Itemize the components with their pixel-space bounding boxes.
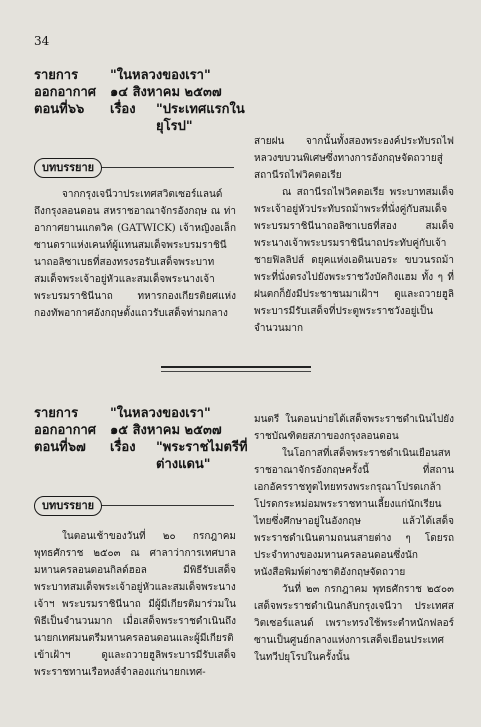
- episode-label: ตอนที่๖๖: [34, 102, 85, 117]
- article-1-right-column: [254, 133, 454, 337]
- title-label: เรื่อง: [110, 102, 136, 117]
- paragraph: ณ สถานีรถไฟวิคตอเรีย พระบาทสมเด็จพระเจ้าอยู่หัวประทับรถม้าพระที่นั่งคู่กับสมเด็จพระบรมราชินีนาถอลิซาเบธที่สอง สมเด็จพระนางเจ้าพระบรมราชินีนาถประทับคู่กับเจ้าชายฟิลลิปส์ ดยุคแห่งเอดินเบอระ ขบวนรถม้าพระที่นั่งตรงไปยังพระราชวังบัคกิงแฮม ทั้ง ๆ ที่ฝนตกก็ยังมีประชาชนมาเฝ้าฯ ดูและถวายฮูลิพระบารมีรับเสด็จที่ประตูพระราชวังอยู่เป็นจำนวนมาก: [254, 187, 454, 334]
- paragraph: มนตรี ในตอนบ่ายได้เสด็จพระราชดำเนินไปยังราชบัณฑิตยสภาของกรุงลอนดอน: [254, 414, 454, 442]
- paragraph: วันที่ ๒๓ กรกฎาคม พุทธศักราช ๒๕๐๓ เสด็จพระราชดำเนินกลับกรุงเจนีวา ประเทศสวิตเซอร์แลนด์ เพราะทรงใช้พระตำหนักฟลอร์ซานเป็นศูนย์กลางแห่งการเสด็จเยือนประเทศในทวีปยุโรปในครั้งนั้น: [254, 584, 454, 663]
- article-1-left-column: [34, 186, 236, 322]
- program-name: "ในหลวงของเรา": [110, 68, 211, 83]
- article-title-cont: ยุโรป": [156, 119, 193, 134]
- article-2-right-column: [254, 411, 454, 666]
- article-divider-thin: [161, 371, 311, 372]
- article-title: "พระราชไมตรีที่: [156, 440, 248, 455]
- section-label: บทบรรยาย: [34, 158, 102, 178]
- program-label: รายการ: [34, 406, 79, 421]
- airdate: ๑๕ สิงหาคม ๒๕๓๗: [110, 423, 222, 438]
- episode-label: ตอนที่๖๗: [34, 440, 86, 455]
- paragraph: จากกรุงเจนีวาประเทศสวิตเซอร์แลนด์ ถึงกรุงลอนดอน สหราชอาณาจักรอังกฤษ ณ ท่าอากาศยานแกตวิค (GATWICK) เจ้าหญิงอเล็กซานดราแห่งเคนท์ผู้แทนสมเด็จพระบรมราชินีนาถอลิซาเบธที่สองทรงรอรับเสด็จพระบาทสมเด็จพระเจ้าอยู่หัวและสมเด็จพระนางเจ้าพระบรมราชินีนาถ ทหารกองเกียรติยศแห่งกองทัพอากาศอังกฤษตั้งแถวรับเสด็จท่ามกลาง: [34, 189, 236, 319]
- paragraph: สายฝน จากนั้นทั้งสองพระองค์ประทับรถไฟหลวงขบวนพิเศษซึ่งทางการอังกฤษจัดถวายสู่สถานีรถไฟวิคตอเรีย: [254, 136, 454, 181]
- paragraph: ในตอนเช้าของวันที่ ๒๐ กรกฎาคม พุทธศักราช ๒๕๐๓ ณ ศาลาว่าการเทศบาลมหานครลอนดอนกิลด์ฮอล มีพิธีรับเสด็จพระบาทสมเด็จพระเจ้าอยู่หัวและสมเด็จพระนางเจ้าฯ พระบรมราชินีนาถ มีผู้มีเกียรติมาร่วมในพิธีเป็นจำนวนมาก เมื่อเสด็จพระราชดำเนินถึงนายกเทศมนตรีมหานครลอนดอนและผู้มีเกียรติเข้าเฝ้าฯ ดูและถวายฮูลิพระบารมีรับเสด็จพระราชทานเรือหงส์จำลองแก่นายกเทศ-: [34, 531, 236, 678]
- article-2-left-column: [34, 528, 236, 681]
- page-number: 34: [34, 34, 50, 48]
- program-name: "ในหลวงของเรา": [110, 406, 211, 421]
- airdate-label: ออกอากาศ: [34, 85, 97, 100]
- program-label: รายการ: [34, 68, 79, 83]
- article-divider: [161, 366, 311, 368]
- airdate: ๑๔ สิงหาคม ๒๕๓๗: [110, 85, 222, 100]
- article-title-cont: ต่างแดน": [156, 457, 211, 472]
- article-2-header: [34, 405, 266, 473]
- title-label: เรื่อง: [110, 440, 136, 455]
- section-label: บทบรรยาย: [34, 496, 102, 516]
- paragraph: ในโอกาสที่เสด็จพระราชดำเนินเยือนสหราชอาณาจักรอังกฤษครั้งนี้ ที่สถานเอกอัครราชทูตไทยทรงพระกรุณาโปรดเกล้าโปรดกระหม่อมพระราชทานเลี้ยงแก่นักเรียนไทยซึ่งศึกษาอยู่ในอังกฤษ แล้วได้เสด็จพระราชดำเนินตามถนนสายต่าง ๆ โดยรถประจำทางของมหานครลอนดอนซึ่งนักหนังสือพิมพ์ต่างชาติอังกฤษจัดถวาย: [254, 448, 454, 578]
- article-title: "ประเทศแรกใน: [156, 102, 245, 117]
- article-1-header: [34, 67, 266, 135]
- airdate-label: ออกอากาศ: [34, 423, 97, 438]
